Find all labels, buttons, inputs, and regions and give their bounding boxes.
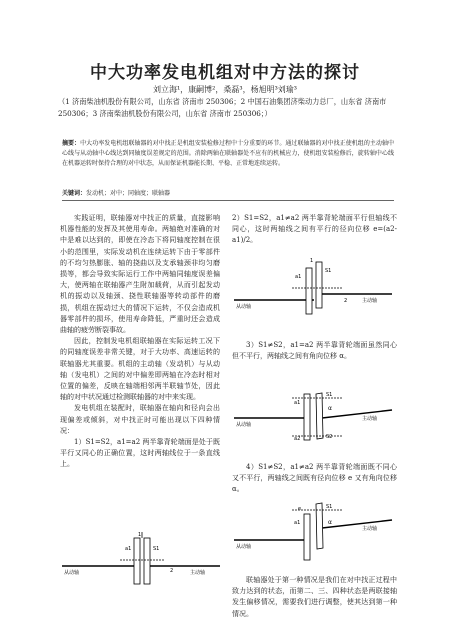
paper-title: 中大功率发电机组对中方法的探讨 [90, 63, 360, 83]
label-s1: S1 [326, 504, 333, 510]
abstract [62, 139, 394, 169]
keywords-text: 发动机；对中；同轴度；联轴器 [86, 190, 171, 197]
label-s1: S1 [325, 268, 332, 274]
coupling-figure-case1 [60, 530, 225, 588]
keywords-label: 关键词： [62, 190, 87, 197]
abstract-text: 中大功率发电机组联轴器的对中找正是机组安装检修过程中十分重要的环节。通过联轴器的对中找正使机组的主动轴中心线与从动轴中心线达到同轴度误差规定的范围。消除两轴在联轴器处不应有的机械应力，使机组安装检修后，旋转轴中心线在机器运转时保持合理的对中状态，从而保证机器能长期、平稳、正常地连续运转。 [62, 140, 394, 167]
label-a1: a1 [125, 546, 132, 552]
label-n1: 1 [310, 258, 314, 264]
label-driven-shaft: 从动轴 [64, 570, 80, 576]
label-n2: 2 [344, 298, 348, 304]
coupling-figure-case3 [232, 386, 397, 446]
paragraph: 1）S1=S2，a1=a2 两半靠背轮端面是处于既平行又同心的正确位置，这时两轴线位于一条直线上。 [60, 438, 220, 469]
label-alpha: α [328, 519, 332, 526]
right-paragraph-1: 2）S1=S2，a1≠a2 两半靠背轮端面平行但轴线不同心，这时两轴线之间有平行的径向位移 e=(a2-a1)/2。 [232, 214, 397, 245]
paragraph: 发电机组在装配时，联轴器在轴向和径向会出现偏差或倾斜，对中找正时可能出现以下四种情况： [60, 404, 220, 435]
coupling-figure-case4 [232, 500, 397, 562]
label-a1: a1 [294, 400, 301, 406]
label-s2: S2 [326, 434, 333, 440]
label-drive-shaft: 主动轴 [362, 526, 378, 532]
right-paragraph-4: 联轴器处于第一种情况是我们在对中找正过程中致力达到的状态，而第二、三、四种状态是两联接轴发生偏移情况，需要我们进行调整，使其达到第一种情况。 [232, 576, 397, 618]
section-divider [62, 200, 394, 201]
label-drive-shaft: 主动轴 [190, 570, 206, 576]
left-column [60, 213, 220, 471]
right-paragraph-3: 4）S1≠S2，a1≠a2 两半靠背轮端面既不同心又不平行，两轴线之间既有径向位移 e 又有角向位移 α。 [232, 463, 397, 494]
abstract-label: 摘要： [62, 140, 81, 147]
label-driven-shaft: 从动轴 [236, 422, 252, 428]
label-a2: a2 [294, 436, 301, 442]
label-driven-shaft: 从动轴 [236, 544, 252, 550]
paragraph: 因此，控制发电机组联轴器在实际运转工况下的同轴度误差非常关键，对于大功率、高速运转的联轴器尤其重要。机组的主动轴（发动机）与从动轴（发电机）之间的对中偏差即两轴在冷态时相对位置的偏差，反映在轴端相邻两半联轴节处，因此轴的对中状况通过检测联轴器的对中来实现。 [60, 337, 220, 402]
label-a1: a1 [295, 274, 302, 280]
label-e: e [298, 506, 302, 512]
label-drive-shaft: 主动轴 [362, 298, 378, 304]
author-list: 刘立海¹，康嗣博²，桑磊³，杨旭明³刘瑜³ [152, 85, 298, 94]
label-n2: 2 [170, 568, 174, 574]
label-alpha: α [328, 405, 332, 412]
keywords [62, 188, 394, 197]
right-paragraph-2: 3）S1≠S2，a1=a2 两半靠背轮端面虽然同心但不平行，两轴线之间有角向位移 α。 [232, 341, 397, 361]
label-s1: S1 [153, 546, 160, 552]
affiliations: （1 济南柴油机股份有限公司，山东省 济南市 250306；2 中国石油集团济柴动力总厂，山东省 济南市 250306；3 济南柴油机股份有限公司，山东省 济南市 250306；） [58, 97, 387, 118]
coupling-figure-case2 [232, 258, 397, 320]
label-drive-shaft: 主动轴 [362, 416, 378, 422]
paragraph: 实践证明，联轴器对中找正的质量，直接影响机器性能的发挥及其使用寿命。两轴绝对准确的对中是难以达到的，即使在冷态下将同轴度控制在很小的范围里，实际发动机在连续运转下由于零部件的不均匀热膨胀、轴的挠曲以及支承轴颈非均匀磨损等，都会导致实际运行工作中两轴同轴度误差偏大，使两轴在联轴器产生附加载荷，从而引起发动机的振动以及轴颈、挠性联轴器等转动部件的磨损，机组在振动过大的情况下运转，不仅会造成机器零部件的损坏，使用寿命降低，严重时还会造成曲轴的疲劳断裂事故。 [60, 214, 220, 335]
label-s1: S1 [326, 392, 333, 398]
label-n1: 1 [138, 532, 142, 538]
label-driven-shaft: 从动轴 [236, 304, 252, 310]
label-a1: a1 [294, 520, 301, 526]
